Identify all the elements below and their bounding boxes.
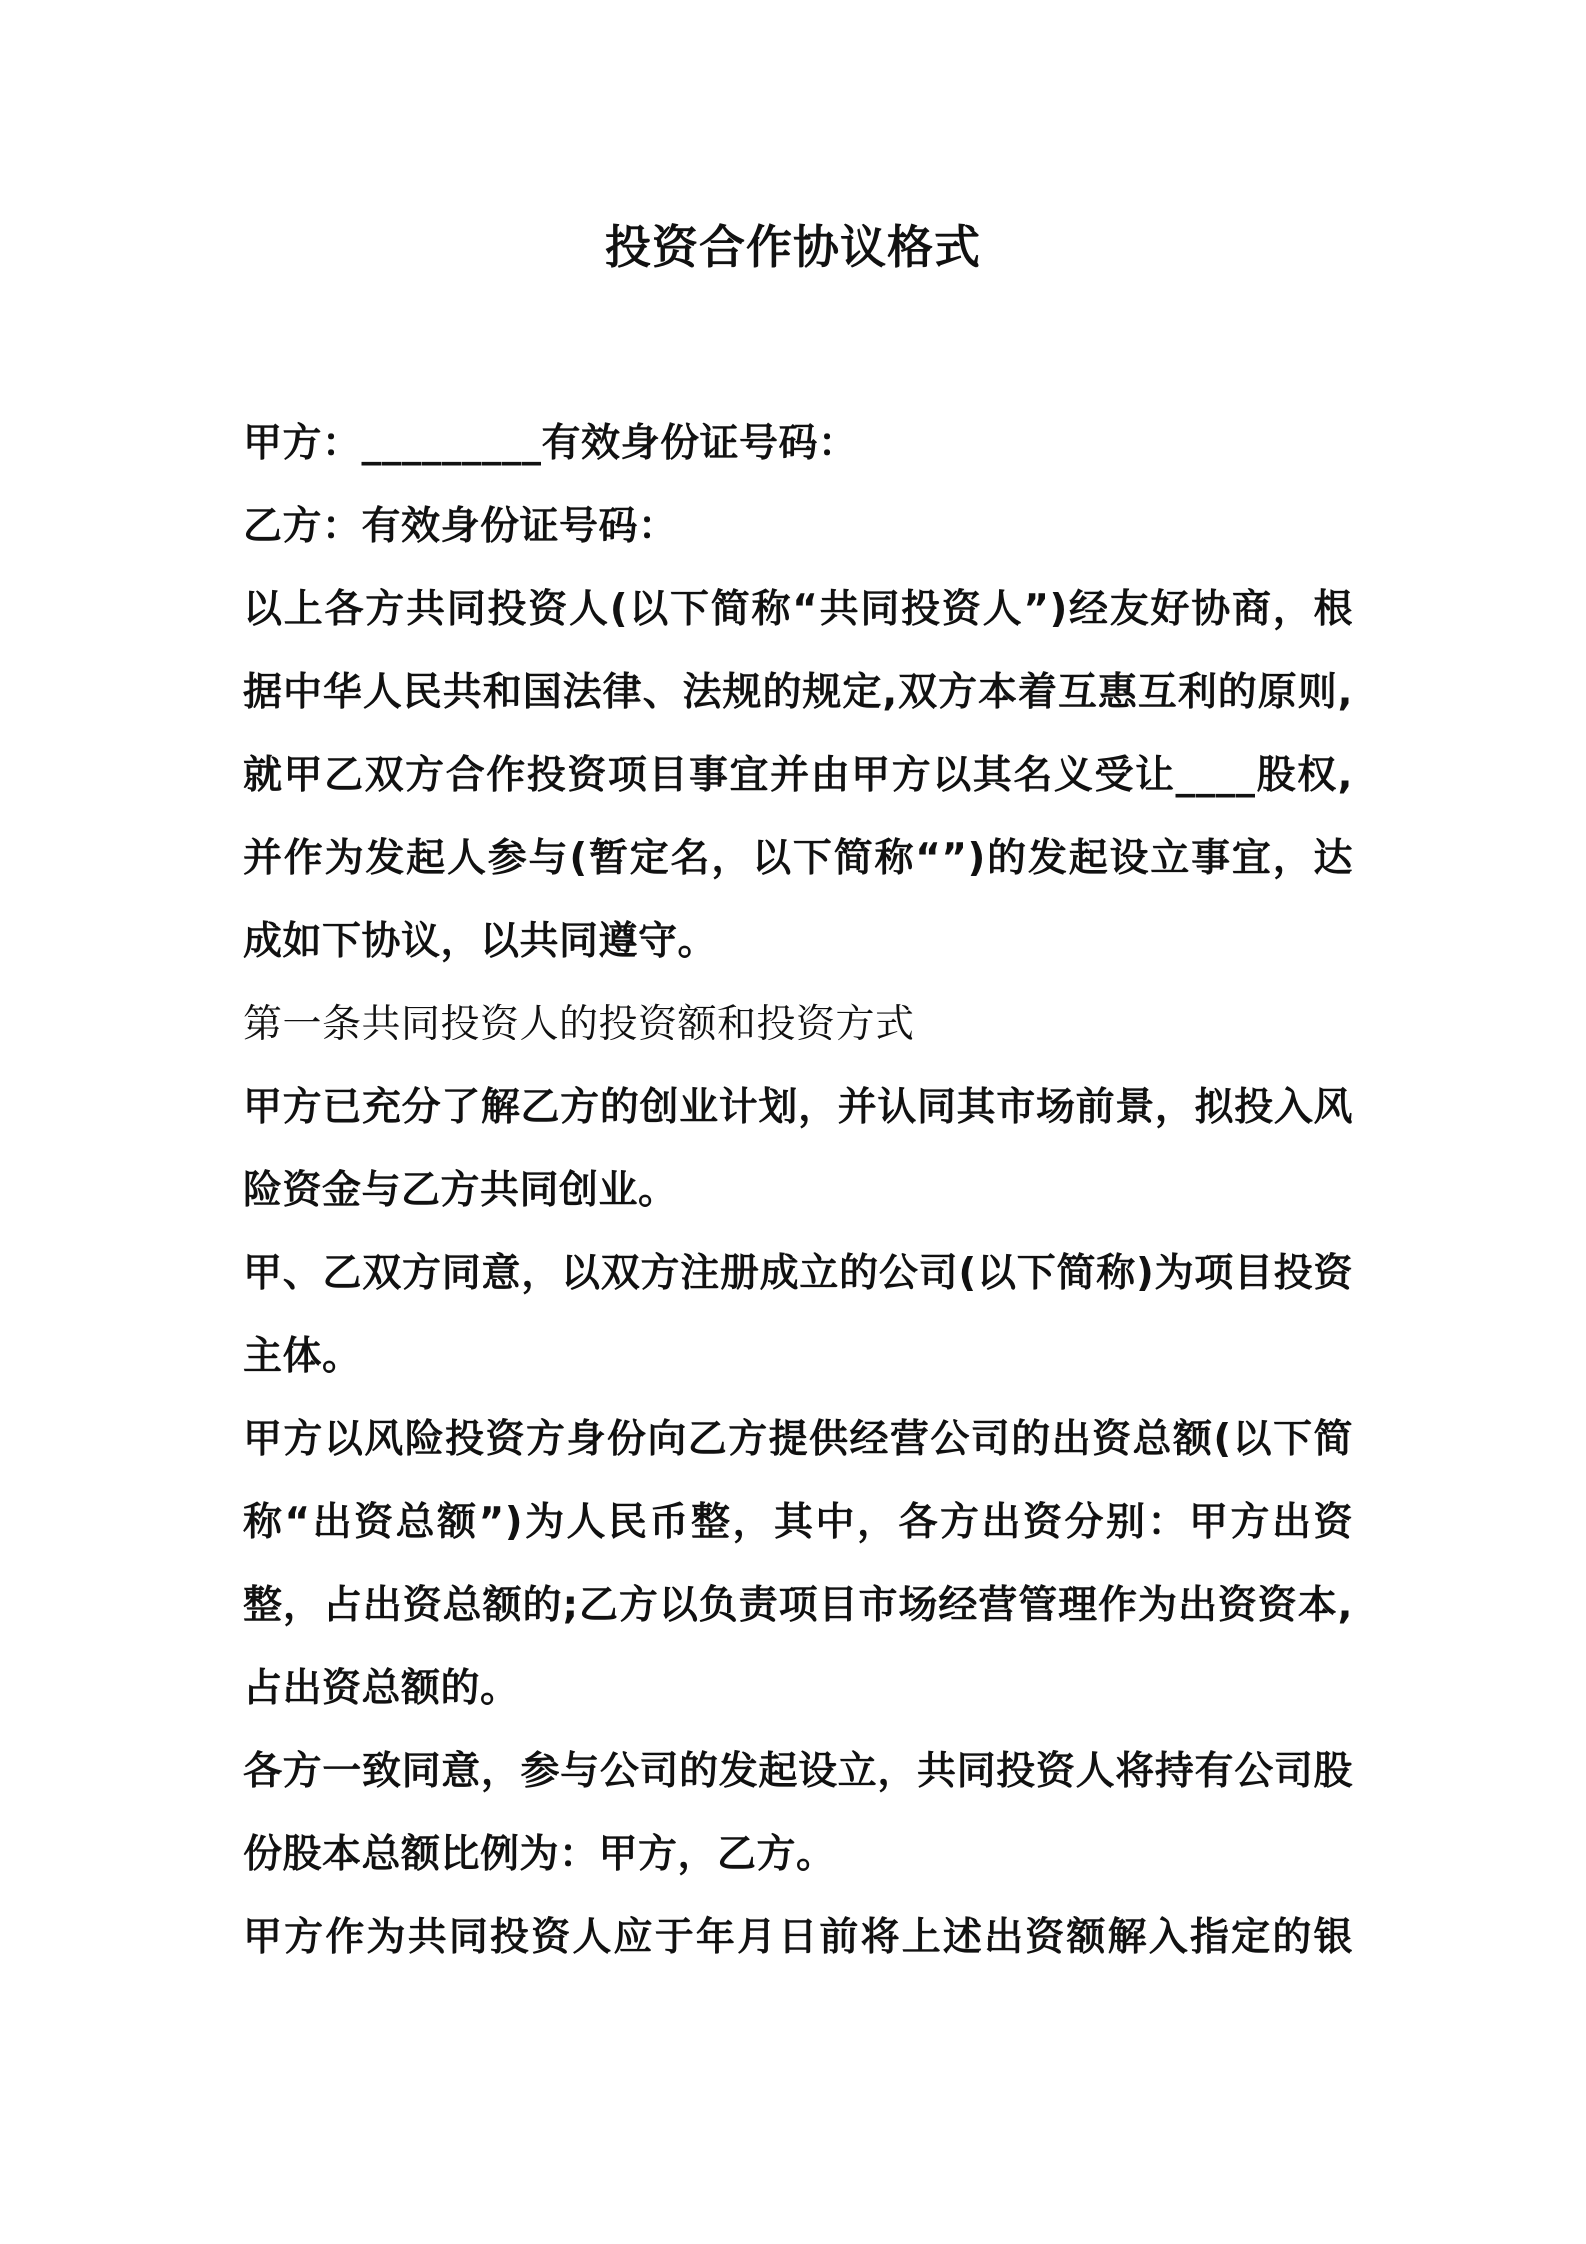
document-body	[243, 402, 1353, 1979]
text-line: 各方一致同意，参与公司的发起设立，共同投资人将持有公司股	[243, 1749, 1353, 1794]
text-line: 险资金与乙方共同创业。	[243, 1168, 678, 1213]
text-line: 主体。	[243, 1334, 362, 1379]
text-line: 甲方以风险投资方身份向乙方提供经营公司的出资总额(以下简	[243, 1417, 1353, 1462]
document-title: 投资合作协议格式	[605, 220, 981, 274]
text-line: 份股本总额比例为：甲方，乙方。	[243, 1832, 836, 1877]
section-heading: 第一条共同投资人的投资额和投资方式	[243, 1002, 915, 1047]
text-line: 以上各方共同投资人(以下简称“共同投资人”)经友好协商，根	[243, 587, 1353, 632]
text-line: 甲方已充分了解乙方的创业计划，并认同其市场前景，拟投入风	[243, 1085, 1353, 1130]
text-line: 并作为发起人参与(暂定名，以下简称“”)的发起设立事宜，达	[243, 836, 1353, 881]
text-line: 称“出资总额”)为人民币整，其中，各方出资分别：甲方出资	[243, 1500, 1353, 1545]
text-line: 整，占出资总额的;乙方以负责项目市场经营管理作为出资资本,	[243, 1583, 1353, 1628]
text-line: 甲方：_________有效身份证号码：	[243, 421, 858, 466]
text-line: 甲、乙双方同意，以双方注册成立的公司(以下简称)为项目投资	[243, 1251, 1353, 1296]
text-line: 占出资总额的。	[243, 1666, 520, 1711]
text-line: 据中华人民共和国法律、法规的规定,双方本着互惠互利的原则,	[243, 670, 1353, 715]
text-line: 甲方作为共同投资人应于年月日前将上述出资额解入指定的银	[243, 1915, 1353, 1960]
text-line: 乙方：有效身份证号码：	[243, 504, 678, 549]
text-line: 成如下协议，以共同遵守。	[243, 919, 718, 964]
text-line: 就甲乙双方合作投资项目事宜并由甲方以其名义受让____股权,	[243, 753, 1353, 798]
